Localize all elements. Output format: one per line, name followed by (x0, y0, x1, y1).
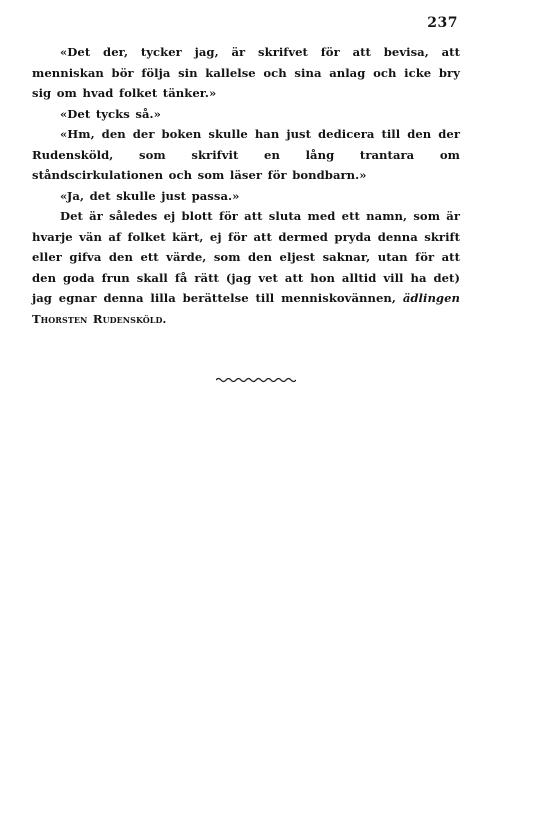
page-number: 237 (427, 15, 458, 31)
paragraph-5 (32, 206, 460, 329)
paragraph-4: «Ja, det skulle just passa.» (60, 188, 240, 203)
dedicatee-name: Thorsten Rudensköld. (32, 311, 167, 326)
dedication-text: Det är således ej blott för att sluta med ett namn, som är hvarje vän af folket kärt, ej för att dermed pryda denna skrift eller gifva den ett värde, som den eljest saknar, utan för att den goda frun skall få rätt (jag vet att hon alltid vill ha det) jag egnar denna lilla berättelse till menniskovännen, (32, 209, 460, 305)
paragraph-3: «Hm, den der boken skulle han just dedicera till den der Rudensköld, som skrifvit en lång trantara om ståndscirkulationen och som läser för bondbarn.» (32, 127, 460, 182)
paragraph-2: «Det tycks så.» (60, 106, 161, 121)
paragraph-1: «Det der, tycker jag, är skrifvet för att bevisa, att menniskan bör följa sin kallelse och sina anlag och icke bry sig om hvad folket tänker.» (32, 45, 460, 100)
body-text (32, 42, 460, 329)
end-ornament (216, 376, 296, 384)
dedication-title: ädlingen (402, 291, 460, 305)
